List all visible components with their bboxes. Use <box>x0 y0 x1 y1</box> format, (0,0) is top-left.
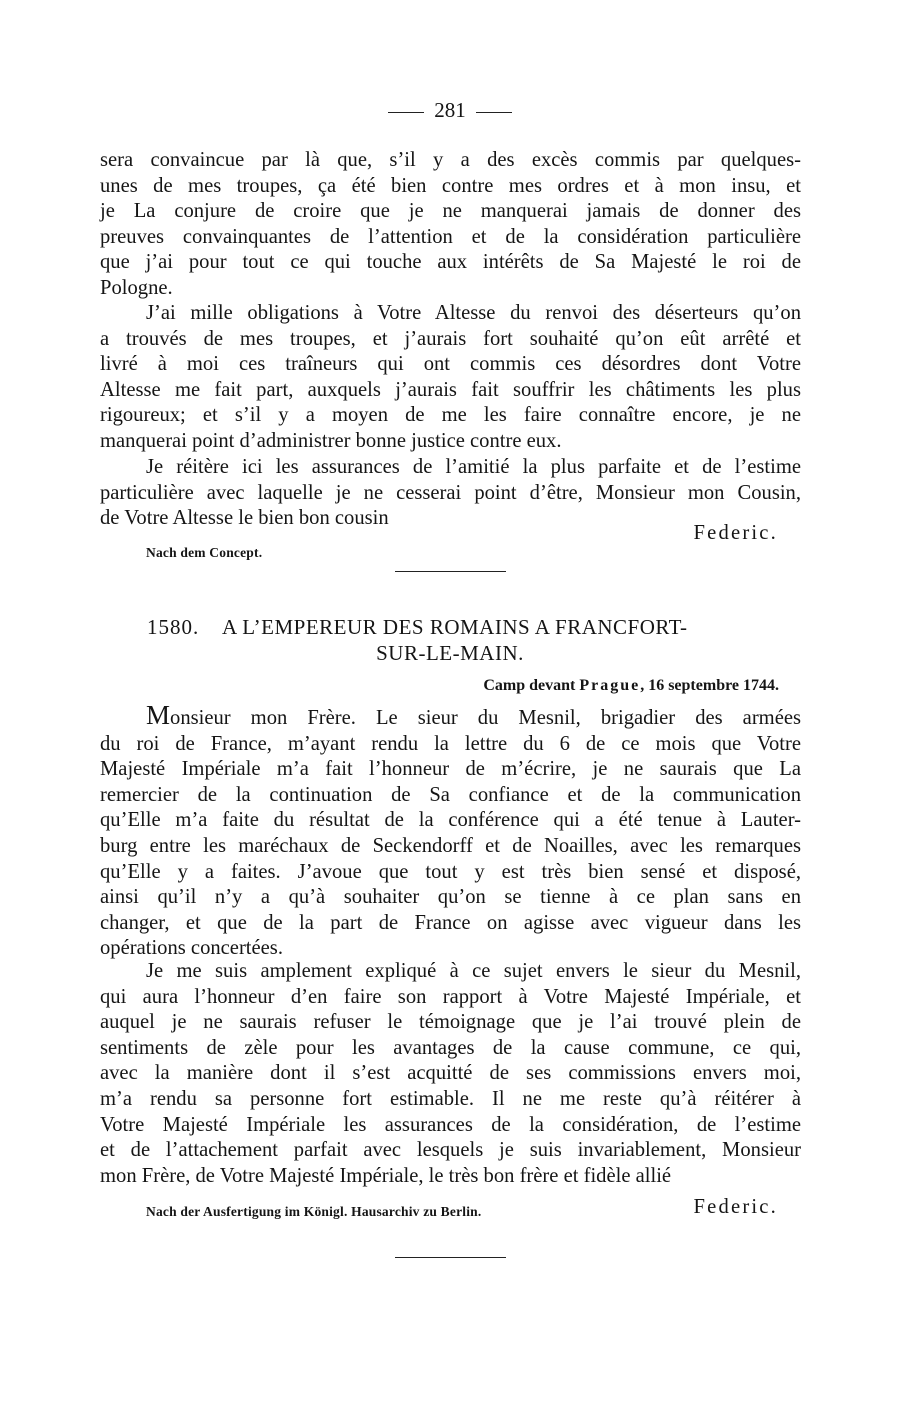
page-header <box>0 98 900 122</box>
header-dash-right <box>476 112 512 113</box>
text-line: livré à moi ces traîneurs qui ont commis ces désordres dont Votre <box>100 353 801 376</box>
section-divider-bottom <box>395 1257 506 1258</box>
opening-initial: M <box>146 700 171 730</box>
text-line: qu’Elle y a faites. J’avoue que tout y est très bien sensé et disposé, <box>100 860 801 883</box>
text-line: opérations concertées. <box>100 937 283 960</box>
text-line: Je me suis amplement expliqué à ce sujet envers le sieur du Mesnil, <box>146 960 801 982</box>
text-line: Je réitère ici les assurances de l’amitié la plus parfaite et de l’estime <box>146 456 801 478</box>
letter2-signature: Federic. <box>693 1196 778 1218</box>
letter2-source-note: Nach der Ausfertigung im Königl. Hausarchiv zu Berlin. <box>146 1204 482 1219</box>
text-line: avec la manière dont il s’est acquitté de ses commissions envers moi, <box>100 1062 801 1085</box>
text-line: que j’ai pour tout ce qui touche aux intérêts de Sa Majesté le roi de <box>100 251 801 274</box>
text-line: qu’Elle m’a faite du résultat de la conférence qui a été tenue à Lauter- <box>100 809 801 832</box>
text-line <box>100 700 801 732</box>
text-line: preuves convainquantes de l’attention et de la considération particulière <box>100 225 801 248</box>
text-line: manquerai point d’administrer bonne justice contre eux. <box>100 429 562 452</box>
text-line: Majesté Impériale m’a fait l’honneur de m’écrire, je ne saurais que La <box>100 758 801 781</box>
text-line: mon Frère, de Votre Majesté Impériale, le très bon frère et fidèle allié <box>100 1164 672 1187</box>
dateline-date: , 16 septembre 1744. <box>640 677 779 694</box>
letter-title-line-1: A L’EMPEREUR DES ROMAINS A FRANCFORT- <box>222 615 688 639</box>
text-line: auquel je ne saurais refuser le témoignage que je l’ai trouvé plein de <box>100 1011 801 1034</box>
letter1-signature: Federic. <box>693 522 778 544</box>
text-line: a trouvés de mes troupes, et j’aurais fort souhaité qu’on eût arrêté et <box>100 327 801 350</box>
text-line: qui aura l’honneur d’en faire son rapport à Votre Majesté Impériale, et <box>100 985 801 1008</box>
text-line: ainsi qu’il n’y a qu’à souhaiter qu’on se tienne à ce plan sans en <box>100 886 801 909</box>
dateline <box>483 677 779 695</box>
header-dash-left <box>388 112 424 113</box>
text-line: sera convaincue par là que, s’il y a des excès commis par quelques- <box>100 149 801 171</box>
dateline-prefix: Camp devant <box>483 677 576 694</box>
text-line: remercier de la continuation de Sa confiance et de la communication <box>100 783 801 806</box>
page-number: 281 <box>434 98 466 122</box>
text-line-rest: onsieur mon Frère. Le sieur du Mesnil, brigadier des armées <box>170 707 801 729</box>
text-line: sentiments de zèle pour les avantages de la cause commune, ce qui, <box>100 1036 801 1059</box>
letter2-paragraph-1 <box>100 700 801 962</box>
letter2-paragraph-2 <box>100 959 801 1189</box>
text-line: du roi de France, m’ayant rendu la lettre du 6 de ce mois que Votre <box>100 732 801 755</box>
text-line: rigoureux; et s’il y a moyen de me les faire connaître encore, je ne <box>100 404 801 427</box>
text-line: unes de mes troupes, ça été bien contre mes ordres et à mon insu, et <box>100 174 801 197</box>
letter-number: 1580. <box>147 615 200 639</box>
text-line: burg entre les maréchaux de Seckendorff et de Noailles, avec les remarques <box>100 834 801 857</box>
text-line: Pologne. <box>100 276 173 299</box>
text-line: je La conjure de croire que je ne manquerai jamais de donner des <box>100 200 801 223</box>
text-line: J’ai mille obligations à Votre Altesse du renvoi des déserteurs qu’on <box>146 302 801 324</box>
letter1-paragraph-3 <box>100 455 801 532</box>
letter1-source-note: Nach dem Concept. <box>146 545 263 560</box>
text-line: et de l’attachement parfait avec lesquels je suis invariablement, Monsieur <box>100 1139 801 1162</box>
letter1-paragraph-2 <box>100 301 801 455</box>
text-line: changer, et que de la part de France on agisse avec vigueur dans les <box>100 911 801 934</box>
letter-title-line-2: SUR-LE-MAIN. <box>376 641 524 665</box>
text-line: de Votre Altesse le bien bon cousin <box>100 507 389 530</box>
section-divider <box>395 571 506 572</box>
text-line: Votre Majesté Impériale les assurances de la considération, de l’estime <box>100 1113 801 1136</box>
dateline-place: Prague <box>579 677 641 694</box>
text-line: Altesse me fait part, auxquels j’aurais fait souffrir les châtiments les plus <box>100 378 801 401</box>
text-line: m’a rendu sa personne fort estimable. Il ne me reste qu’à réitérer à <box>100 1087 801 1110</box>
letter1-paragraph-1 <box>100 148 801 302</box>
text-line: particulière avec laquelle je ne cesserai point d’être, Monsieur mon Cousin, <box>100 481 801 504</box>
